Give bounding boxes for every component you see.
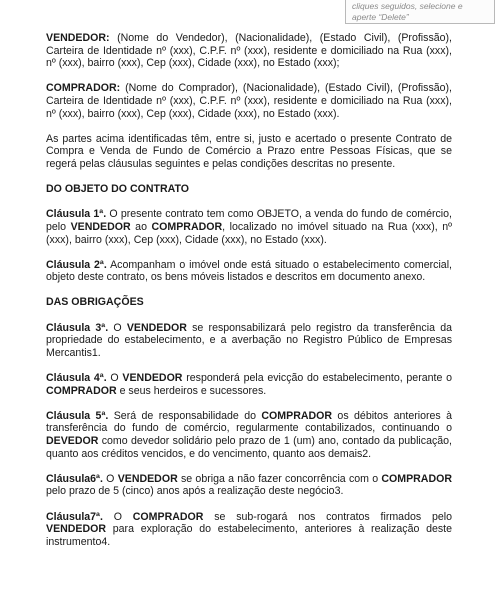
clausula-text: pelo prazo de 5 (cinco) anos após a realização deste negócio3. xyxy=(46,485,344,498)
contract-document xyxy=(46,32,452,561)
comprador-paragraph xyxy=(46,82,452,120)
clausula-text: como devedor solidário pelo prazo de 1 (um) ano, contado da publicação, quanto aos créditos vencidos, e do vencimento, quanto aos demais2. xyxy=(46,435,452,460)
clausula-text: Acompanham o imóvel onde está situado o estabelecimento comercial, objeto deste contrato, os bens móveis listados e descritos em documento anexo. xyxy=(46,258,452,284)
clausula-3 xyxy=(46,322,452,360)
clausula-5-label: Cláusula 5ª. xyxy=(46,409,109,422)
party-name: COMPRADOR xyxy=(381,472,452,485)
vendedor-label: VENDEDOR: xyxy=(46,32,110,44)
clausula-2-label: Cláusula 2ª. xyxy=(46,258,107,271)
clausula-text: os débitos anteriores à transferência do fundo de comércio, regularmente contabilizados, continuando o xyxy=(46,409,453,435)
clausula-text: O xyxy=(108,321,127,334)
clausula-text: O presente contrato tem como OBJETO, a venda do fundo de comércio, pelo xyxy=(46,208,452,233)
party-name: COMPRADOR xyxy=(151,220,223,233)
clausula-text: , localizado no imóvel situado na Rua (xxx), nº (xxx), bairro (xxx), Cep (xxx), Cidade (xxx), no Estado (xxx). xyxy=(46,220,452,246)
clausula-text: Será de responsabilidade do xyxy=(108,409,262,422)
clausula-text: ao xyxy=(130,220,152,233)
clausula-text: se obriga a não fazer concorrência com o xyxy=(177,472,382,485)
clausula-6 xyxy=(46,473,452,498)
clausula-3-label: Cláusula 3ª. xyxy=(46,321,109,334)
clausula-7-label: Cláusula7ª. xyxy=(46,510,103,523)
instruction-note xyxy=(345,0,495,24)
clausula-1-label: Cláusula 1ª. xyxy=(46,208,107,221)
party-name: VENDEDOR xyxy=(122,372,183,385)
clausula-6-label: Cláusula6ª. xyxy=(46,472,103,485)
clausula-7 xyxy=(46,511,452,549)
clausula-text: responderá pela evicção do estabelecimento, perante o xyxy=(182,372,452,385)
clausula-text: O xyxy=(106,372,123,385)
clausula-text: se responsabilizará pelo registro da transferência da propriedade do estabelecimento, e a averbação no Registro Público de Empresas Mercantis1. xyxy=(46,321,452,359)
party-name: VENDEDOR xyxy=(46,523,107,536)
clausula-5 xyxy=(46,410,452,460)
party-name: VENDEDOR xyxy=(70,220,131,233)
note-line-2: aperte “Delete” xyxy=(352,11,409,22)
clausula-text: O xyxy=(102,510,133,523)
clausula-text: O xyxy=(102,472,118,485)
note-line-1: cliques seguidos, selecione e xyxy=(352,1,463,11)
clausula-text: e seus herdeiros e sucessores. xyxy=(116,384,267,397)
heading-objeto: DO OBJETO DO CONTRATO xyxy=(46,183,190,196)
party-name: DEVEDOR xyxy=(46,435,99,447)
party-name: VENDEDOR xyxy=(117,472,178,485)
party-name: COMPRADOR xyxy=(261,409,333,422)
vendedor-paragraph xyxy=(46,32,452,70)
intro-paragraph: As partes acima identificadas têm, entre si, justo e acertado o presente Contrato de Compra e Venda de Fundo de Comércio a Prazo entre Pessoas Físicas, que se regerá pelas cláusulas seguintes e pelas condições descritas no presente. xyxy=(46,132,452,170)
clausula-4 xyxy=(46,372,452,397)
clausula-text: para exploração do estabelecimento, anteriores à realização deste instrumento4. xyxy=(46,523,452,548)
comprador-text: (Nome do Comprador), (Nacionalidade), (Estado Civil), (Profissão), Carteira de Identidade nº (xxx), C.P.F. nº (xxx), residente e domiciliado na Rua (xxx), nº (xxx), bairro (xxx), Cep (xxx), Cidade (xxx), no Estado (xxx). xyxy=(46,82,452,120)
party-name: VENDEDOR xyxy=(126,321,187,334)
comprador-label: COMPRADOR: xyxy=(46,82,121,95)
clausula-text: se sub-rogará nos contratos firmados pelo xyxy=(203,510,452,523)
clausula-2 xyxy=(46,259,452,284)
heading-obrigacoes: DAS OBRIGAÇÕES xyxy=(46,296,144,309)
party-name: COMPRADOR xyxy=(46,384,117,397)
vendedor-text: (Nome do Vendedor), (Nacionalidade), (Estado Civil), (Profissão), Carteira de Identidade nº (xxx), C.P.F. nº (xxx), residente e domiciliado na Rua (xxx), nº (xxx), bairro (xxx), Cep (xxx), Cidade (xxx), no Estado (xxx); xyxy=(46,32,452,70)
party-name: COMPRADOR xyxy=(132,510,204,523)
clausula-1 xyxy=(46,208,452,246)
clausula-4-label: Cláusula 4ª. xyxy=(46,372,107,385)
